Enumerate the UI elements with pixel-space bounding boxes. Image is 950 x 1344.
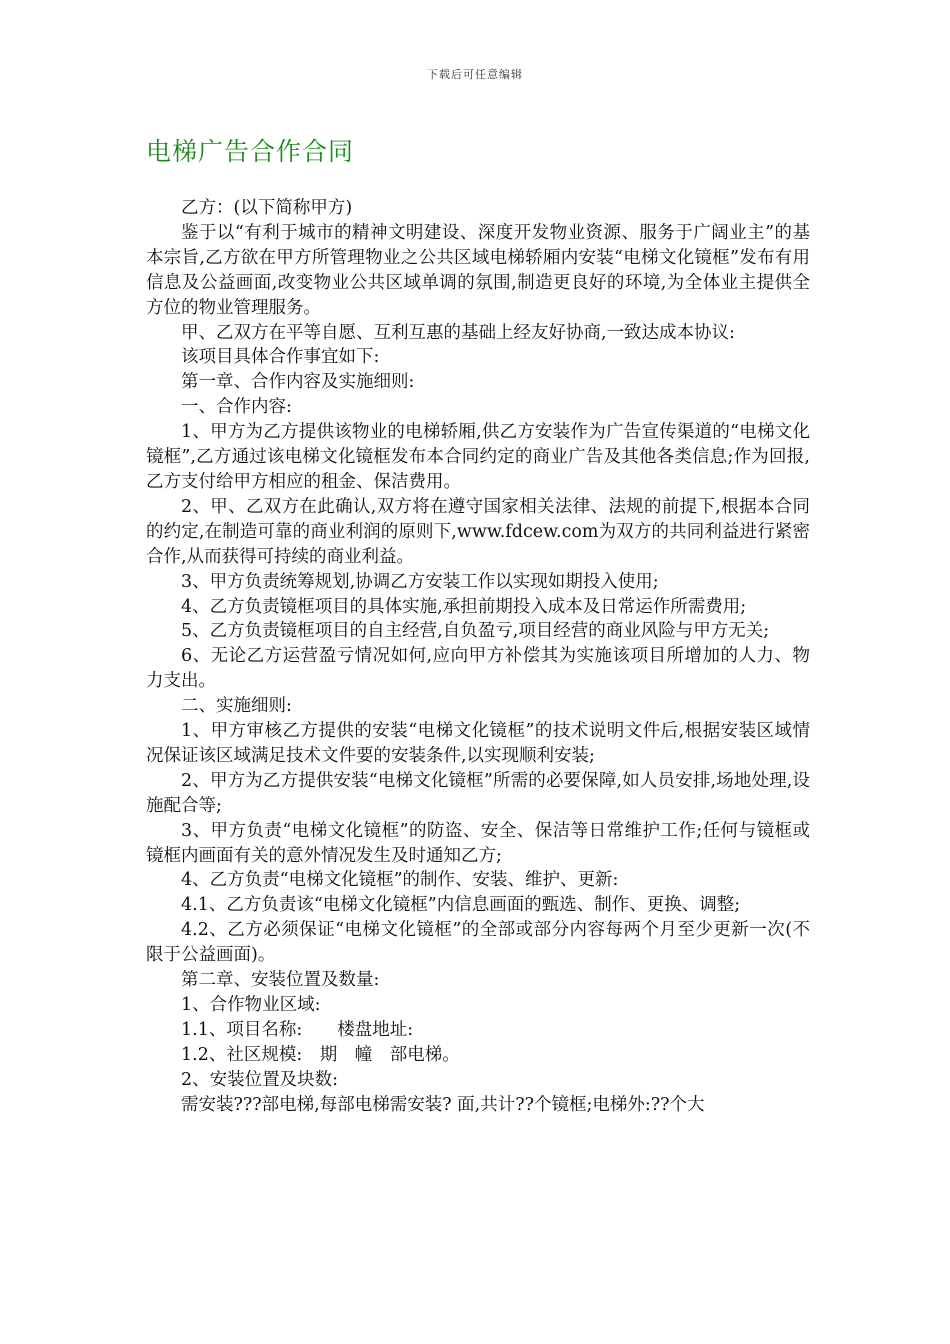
paragraph: 乙方：(以下简称甲方) [181, 198, 353, 218]
paragraph: 5、乙方负责镜框项目的自主经营,自负盈亏,项目经营的商业风险与甲方无关; [181, 621, 770, 642]
paragraph: 1、甲方为乙方提供该物业的电梯轿厢,供乙方安装作为广告宣传渠道的“电梯文化镜框”,乙方通过该电梯文化镜框发布本合同约定的商业广告及其他各类信息;作为回报,乙方支付给甲方相应的租金、保洁费用。 [146, 422, 810, 492]
paragraph: 4、乙方负责“电梯文化镜框”的制作、安装、维护、更新: [181, 870, 619, 891]
paragraph: 该项目具体合作事宜如下: [181, 347, 380, 368]
paragraph: 鉴于以“有利于城市的精神文明建设、深度开发物业资源、服务于广阔业主”的基本宗旨,乙方欲在甲方所管理物业之公共区域电梯轿厢内安装“电梯文化镜框”发布有用信息及公益画面,改变物业公共区域单调的氛围,制造更良好的环境,为全体业主提供全方位的物业管理服务。 [146, 222, 810, 318]
section-heading: 一、合作内容: [181, 397, 292, 418]
paragraph: 1.2、社区规模: 期 幢 部电梯。 [181, 1044, 460, 1065]
chapter-heading: 第一章、合作内容及实施细则: [181, 372, 415, 393]
paragraph: 需安装???部电梯,每部电梯需安装? 面,共计??个镜框;电梯外:??个大 [181, 1094, 705, 1115]
paragraph: 1、合作物业区域: [181, 995, 321, 1015]
paragraph: 2、安装位置及块数: [181, 1069, 339, 1090]
chapter-heading: 第二章、安装位置及数量: [181, 970, 380, 991]
paragraph: 2、甲、乙双方在此确认,双方将在遵守国家相关法律、法规的前提下,根据本合同的约定,在制造可靠的商业利润的原则下,www.fdcew.com为双方的共同利益进行紧密合作,从而获得可持续的商业利益。 [146, 496, 810, 567]
paragraph: 2、甲方为乙方提供安装“电梯文化镜框”所需的必要保障,如人员安排,场地处理,设施配合等; [146, 770, 810, 816]
paragraph: 4.1、乙方负责该“电梯文化镜框”内信息画面的甄选、制作、更换、调整; [181, 895, 741, 916]
paragraph: 1.1、项目名称: 楼盘地址: [181, 1019, 414, 1040]
paragraph: 3、甲方负责“电梯文化镜框”的防盗、安全、保洁等日常维护工作;任何与镜框或镜框内画面有关的意外情况发生及时通知乙方; [146, 820, 810, 866]
document-body [146, 196, 810, 1118]
paragraph: 4.2、乙方必须保证“电梯文化镜框”的全部或部分内容每两个月至少更新一次(不限于公益画面)。 [146, 920, 810, 966]
page-header-note: 下载后可任意编辑 [427, 68, 523, 81]
section-heading: 二、实施细则: [181, 696, 292, 717]
paragraph: 甲、乙双方在平等自愿、互利互惠的基础上经友好协商,一致达成本协议: [181, 322, 735, 343]
paragraph: 4、乙方负责镜框项目的具体实施,承担前期投入成本及日常运作所需费用; [181, 596, 747, 617]
document-title: 电梯广告合作合同 [146, 137, 355, 166]
paragraph: 1、甲方审核乙方提供的安装“电梯文化镜框”的技术说明文件后,根据安装区域情况保证该区域满足技术文件要的安装条件,以实现顺利安装; [146, 721, 810, 766]
paragraph: 3、甲方负责统筹规划,协调乙方安装工作以实现如期投入使用; [181, 571, 659, 592]
paragraph: 6、无论乙方运营盈亏情况如何,应向甲方补偿其为实施该项目所增加的人力、物力支出。 [146, 646, 810, 692]
